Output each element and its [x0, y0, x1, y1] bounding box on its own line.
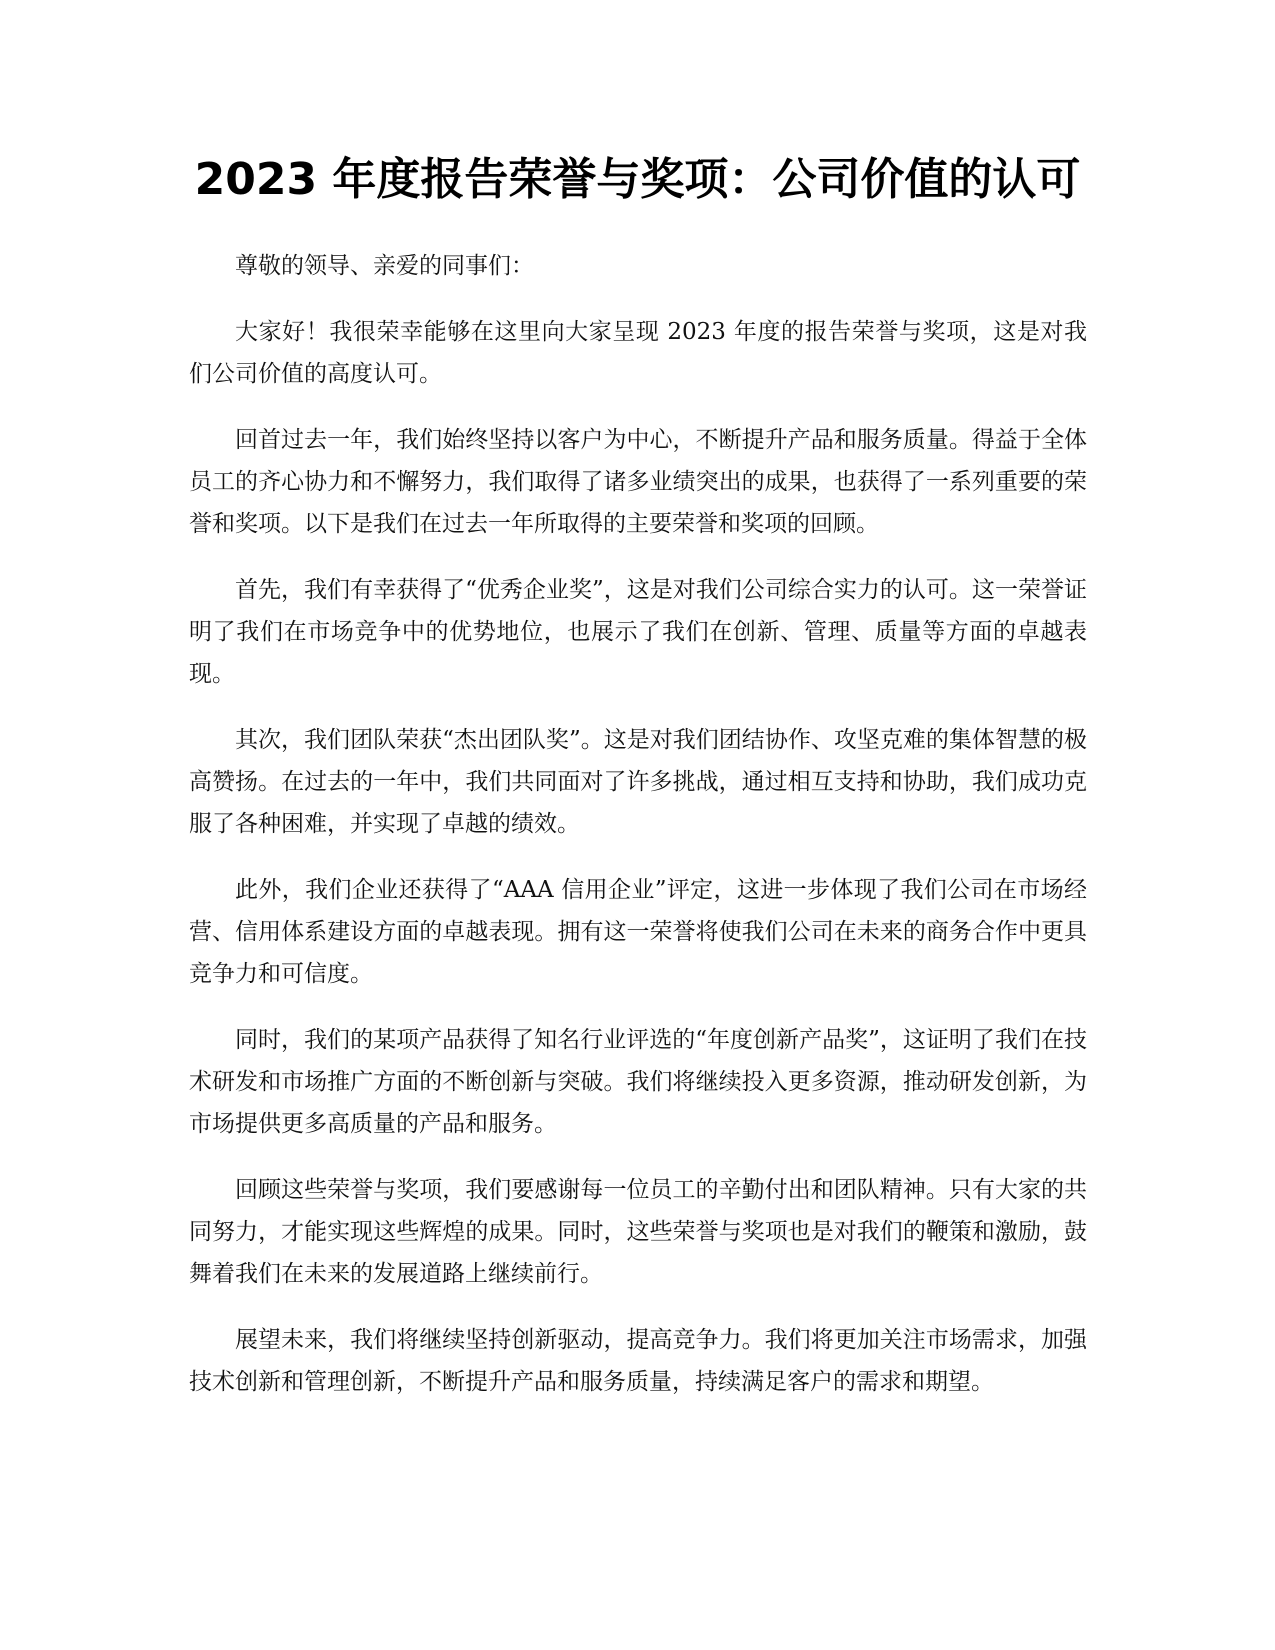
paragraph-intro: 大家好！我很荣幸能够在这里向大家呈现 2023 年度的报告荣誉与奖项，这是对我们公司价值的高度认可。 — [189, 319, 1087, 387]
paragraph-greeting: 尊敬的领导、亲爱的同事们： — [235, 253, 534, 279]
paragraph-review: 回首过去一年，我们始终坚持以客户为中心，不断提升产品和服务质量。得益于全体员工的齐心协力和不懈努力，我们取得了诸多业绩突出的成果，也获得了一系列重要的荣誉和奖项。以下是我们在过去一年所取得的主要荣誉和奖项的回顾。 — [189, 427, 1087, 537]
paragraph-outlook: 展望未来，我们将继续坚持创新驱动，提高竞争力。我们将更加关注市场需求，加强技术创新和管理创新，不断提升产品和服务质量，持续满足客户的需求和期望。 — [189, 1327, 1087, 1395]
document-body — [189, 245, 1087, 1427]
paragraph-gratitude: 回顾这些荣誉与奖项，我们要感谢每一位员工的辛勤付出和团队精神。只有大家的共同努力，才能实现这些辉煌的成果。同时，这些荣誉与奖项也是对我们的鞭策和激励，鼓舞着我们在未来的发展道路上继续前行。 — [189, 1177, 1087, 1287]
paragraph-outstanding-team-award: 其次，我们团队荣获“杰出团队奖”。这是对我们团结协作、攻坚克难的集体智慧的极高赞扬。在过去的一年中，我们共同面对了许多挑战，通过相互支持和协助，我们成功克服了各种困难，并实现了卓越的绩效。 — [189, 727, 1087, 837]
paragraph-excellent-enterprise-award: 首先，我们有幸获得了“优秀企业奖”，这是对我们公司综合实力的认可。这一荣誉证明了我们在市场竞争中的优势地位，也展示了我们在创新、管理、质量等方面的卓越表现。 — [189, 577, 1087, 687]
paragraph-aaa-credit: 此外，我们企业还获得了“AAA 信用企业”评定，这进一步体现了我们公司在市场经营、信用体系建设方面的卓越表现。拥有这一荣誉将使我们公司在未来的商务合作中更具竞争力和可信度。 — [189, 877, 1087, 987]
document-title: 2023 年度报告荣誉与奖项：公司价值的认可 — [194, 154, 1081, 205]
paragraph-innovation-product-award: 同时，我们的某项产品获得了知名行业评选的“年度创新产品奖”，这证明了我们在技术研发和市场推广方面的不断创新与突破。我们将继续投入更多资源，推动研发创新，为市场提供更多高质量的产品和服务。 — [189, 1027, 1087, 1137]
